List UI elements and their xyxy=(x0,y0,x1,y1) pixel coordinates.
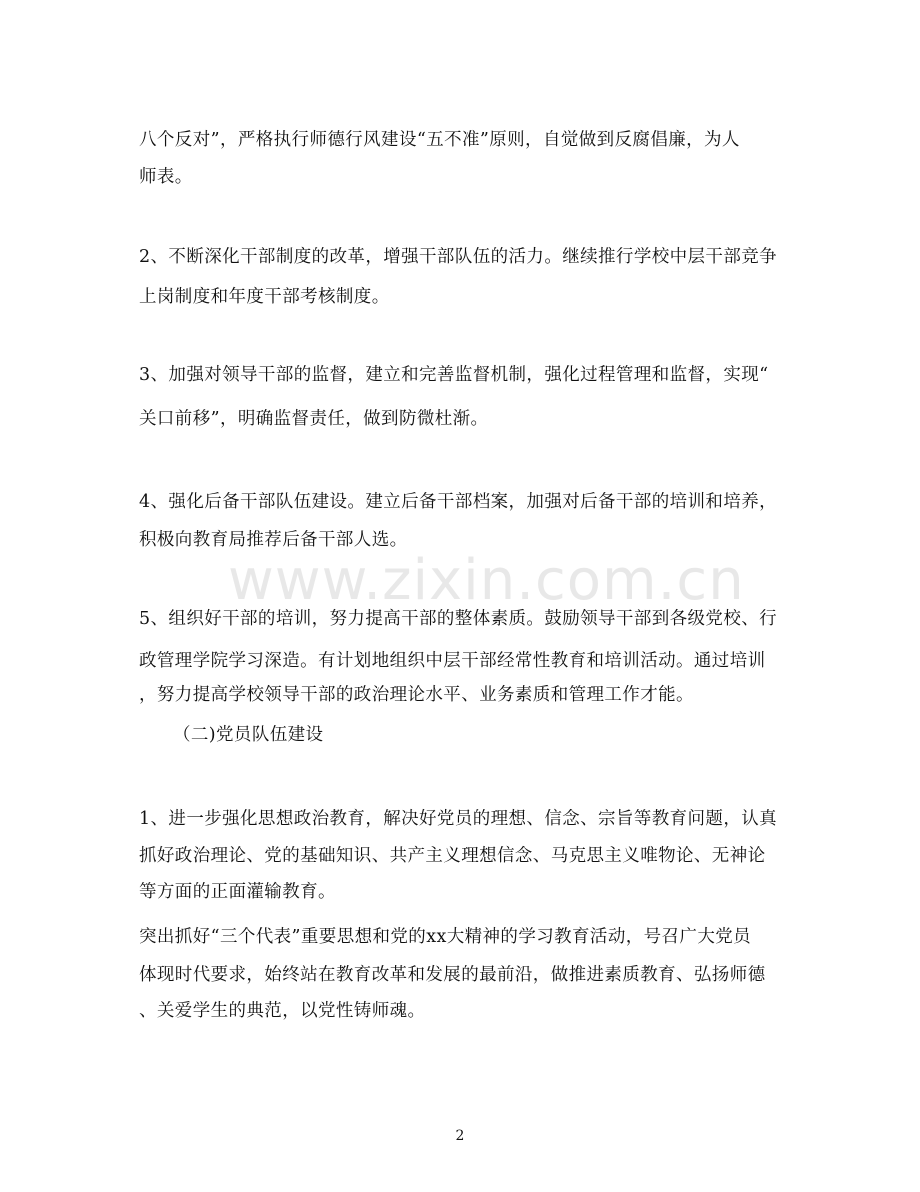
text-line: 八个反对”，严格执行师德行风建设“五不准”原则，自觉做到反腐倡廉，为人 xyxy=(139,130,740,150)
text-line: ，努力提高学校领导干部的政治理论水平、业务素质和管理工作才能。 xyxy=(139,685,694,705)
text-line: 积极向教育局推荐后备干部人选。 xyxy=(139,530,408,550)
text-line: 抓好政治理论、党的基础知识、共产主义理想信念、马克思主义唯物论、无神论 xyxy=(139,846,766,866)
text-line: 上岗制度和年度干部考核制度。 xyxy=(139,287,390,307)
text-line: 突出抓好“三个代表”重要思想和党的xx大精神的学习教育活动，号召广大党员 xyxy=(139,927,752,947)
text-line: 4、强化后备干部队伍建设。建立后备干部档案，加强对后备干部的培训和培养， xyxy=(139,492,778,512)
text-line: 关口前移”，明确监督责任，做到防微杜渐。 xyxy=(139,409,489,429)
text-line: 等方面的正面灌输教育。 xyxy=(139,882,336,902)
text-line: 2、不断深化干部制度的改革，增强干部队伍的活力。继续推行学校中层干部竞争 xyxy=(139,247,778,267)
text-line: 政管理学院学习深造。有计划地组织中层干部经常性教育和培训活动。通过培训 xyxy=(139,651,766,671)
text-line: 体现时代要求，始终站在教育改革和发展的最前沿，做推进素质教育、弘扬师德 xyxy=(139,965,766,985)
page-number: 2 xyxy=(455,1128,465,1144)
text-line: 5、组织好干部的培训，努力提高干部的整体素质。鼓励领导干部到各级党校、行 xyxy=(139,609,778,629)
watermark: www.zixin.com.cn xyxy=(228,548,745,613)
text-line: 、关爱学生的典范，以党性铸师魂。 xyxy=(139,1001,426,1021)
section-heading: （二)党员队伍建设 xyxy=(173,725,324,745)
text-line: 3、加强对领导干部的监督，建立和完善监督机制，强化过程管理和监督，实现“ xyxy=(139,365,769,385)
text-line: 1、进一步强化思想政治教育，解决好党员的理想、信念、宗旨等教育问题，认真 xyxy=(139,809,778,829)
text-line: 师表。 xyxy=(139,167,193,187)
